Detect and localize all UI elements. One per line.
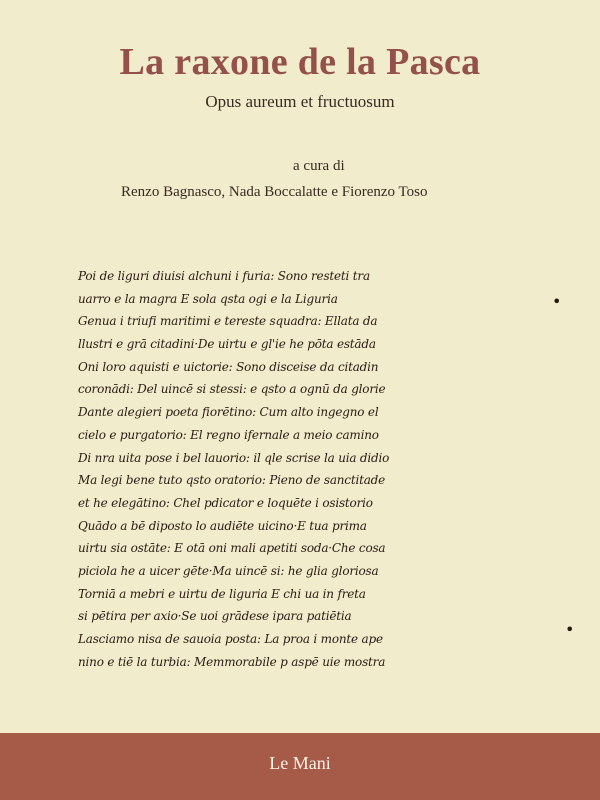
excerpt-line: coronādi: Del uincē si stessi: e qsto a ognū da glorie [78,382,386,397]
excerpt-line: uirtu sia ostāte: E otā oni mali apetiti soda·Che cosa [78,541,386,556]
publisher-band [0,733,600,800]
editor-intro: a cura di [293,158,345,174]
book-title: La raxone de la Pasca [119,41,481,83]
excerpt-line: Di nra uita pose i bel lauorio: il qle scrise la uia didio [78,450,390,465]
editor-names: Renzo Bagnasco, Nada Boccalatte e Fiorenzo Toso [121,184,428,200]
excerpt-line: Poi de liguri diuisi alchuni i furia: Sono resteti tra [78,269,370,283]
excerpt-line: piciola he a uicer gēte·Ma uincē si: he glia gloriosa [78,563,379,578]
line-end-ornament: • [565,620,575,639]
excerpt-line: nino e tiē la turbia: Memmorabile p aspē uie mostra [78,654,386,669]
excerpt-line: si pētira per axio·Se uoi grādese ipara patiētia [78,609,352,624]
book-subtitle: Opus aureum et fructuosum [205,92,395,111]
excerpt-line: et he elegātino: Chel pdicator e loquēte i osistorio [78,495,373,510]
excerpt-line: Dante alegieri poeta fiorētino: Cum alto ingegno el [78,405,379,420]
excerpt-line: Oni loro aquisti e uictorie: Sono disceise da citadin [78,359,379,374]
publisher-name: Le Mani [269,753,331,773]
excerpt-line: Genua i triufi maritimi e tereste squadra: Ellata da [78,314,378,329]
excerpt-line: Torniā a mebri e uirtu de liguria E chi ua in freta [78,586,366,601]
line-end-ornament: • [552,292,562,311]
excerpt-line: Lasciamo nisa de sauoia posta: La proa i monte ape [78,632,383,646]
excerpt-line: llustri e grā citadini·De uirtu e gl'ie he pōta estāda [78,337,376,352]
manuscript-excerpt [78,265,588,673]
excerpt-line: uarro e la magra E sola qsta ogi e la Liguria [78,291,338,306]
excerpt-line: Ma legi bene tuto qsto oratorio: Pieno de sanctitade [78,473,386,488]
excerpt-line: Quādo a bē diposto lo audiēte uicino·E tua prima [78,518,367,533]
excerpt-line: cielo e purgatorio: El regno ifernale a meio camino [78,427,379,442]
